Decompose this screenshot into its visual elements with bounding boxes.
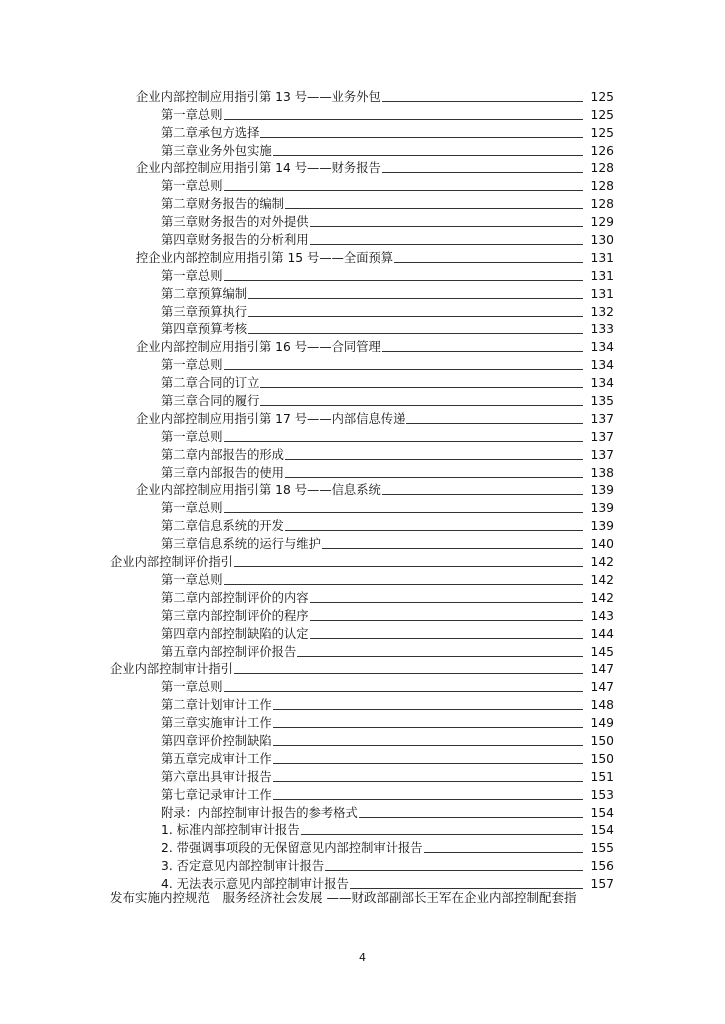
toc-entry-page: 131	[590, 250, 614, 265]
toc-entry-page: 155	[590, 841, 614, 856]
toc-leader-line	[285, 530, 583, 531]
toc-entry	[0, 748, 725, 766]
toc-entry	[0, 641, 725, 659]
toc-entry-title: 企业内部控制应用指引第 14 号——财务报告	[136, 161, 381, 176]
toc-leader-line	[310, 226, 583, 227]
toc-leader-line	[406, 423, 583, 424]
toc-entry-title: 企业内部控制审计指引	[110, 662, 233, 677]
toc-entry	[0, 855, 725, 873]
toc-entry	[0, 265, 725, 283]
toc-leader-line	[310, 602, 583, 603]
toc-entry	[0, 283, 725, 301]
toc-entry-title: 第二章信息系统的开发	[161, 519, 284, 534]
toc-entry-title: 第二章内部控制评价的内容	[161, 590, 309, 605]
toc-entry-title: 第二章内部报告的形成	[161, 447, 284, 462]
toc-entry-title: 第四章评价控制缺陷	[161, 733, 272, 748]
toc-leader-line	[224, 369, 584, 370]
toc-entry	[0, 659, 725, 677]
toc-entry	[0, 122, 725, 140]
toc-leader-line	[224, 190, 584, 191]
toc-entry-title: 第一章总则	[161, 501, 223, 516]
toc-entry	[0, 712, 725, 730]
toc-entry-page: 140	[590, 537, 614, 552]
toc-entry-title: 第二章计划审计工作	[161, 698, 272, 713]
toc-entry-title: 第三章业务外包实施	[161, 143, 272, 158]
toc-entry	[0, 158, 725, 176]
toc-leader-line	[234, 673, 583, 674]
toc-entry-title: 第五章内部控制评价报告	[161, 644, 297, 659]
toc-leader-line	[285, 459, 583, 460]
toc-leader-line	[273, 709, 583, 710]
toc-entry	[0, 319, 725, 337]
toc-entry-page: 156	[590, 859, 614, 874]
toc-entry-page: 138	[590, 465, 614, 480]
toc-entry-page: 135	[590, 394, 614, 409]
toc-entry	[0, 623, 725, 641]
toc-entry-page: 131	[590, 268, 614, 283]
toc-leader-line	[273, 781, 583, 782]
toc-leader-line	[260, 137, 583, 138]
toc-leader-line	[260, 405, 583, 406]
toc-entry-page: 145	[590, 644, 614, 659]
toc-entry-title: 1. 标准内部控制审计报告	[161, 823, 300, 838]
toc-entry	[0, 820, 725, 838]
toc-entry-title: 第三章合同的履行	[161, 394, 260, 409]
toc-leader-line	[273, 745, 583, 746]
toc-entry-title: 第二章承包方选择	[161, 125, 260, 140]
toc-entry-page: 153	[590, 787, 614, 802]
toc-entry	[0, 354, 725, 372]
toc-entry-page: 128	[590, 179, 614, 194]
toc-leader-line	[285, 477, 583, 478]
toc-leader-line	[248, 316, 583, 317]
toc-leader-line	[301, 834, 583, 835]
toc-entry	[0, 426, 725, 444]
page-number: 4	[359, 951, 366, 964]
toc-leader-line	[297, 656, 583, 657]
toc-entry	[0, 533, 725, 551]
toc-leader-line	[310, 638, 583, 639]
toc-entry-title: 第五章完成审计工作	[161, 751, 272, 766]
toc-entry-title: 2. 带强调事项段的无保留意见内部控制审计报告	[161, 841, 423, 856]
toc-entry	[0, 247, 725, 265]
toc-entry-page: 142	[590, 555, 614, 570]
toc-entry	[0, 175, 725, 193]
toc-leader-line	[394, 262, 583, 263]
toc-entry	[0, 551, 725, 569]
toc-entry-title: 企业内部控制应用指引第 13 号——业务外包	[136, 89, 381, 104]
toc-entry	[0, 802, 725, 820]
toc-leader-line	[224, 119, 584, 120]
toc-entry-page: 137	[590, 411, 614, 426]
toc-entry-title: 控企业内部控制应用指引第 15 号——全面预算	[136, 250, 394, 265]
toc-entry	[0, 605, 725, 623]
toc-entry-title: 第一章总则	[161, 358, 223, 373]
toc-entry	[0, 569, 725, 587]
toc-entry-title: 第二章财务报告的编制	[161, 197, 284, 212]
toc-entry-title: 第一章总则	[161, 179, 223, 194]
toc-entry-title: 第三章内部报告的使用	[161, 465, 284, 480]
toc-leader-line	[248, 298, 583, 299]
toc-entry-page: 142	[590, 572, 614, 587]
toc-leader-line	[273, 155, 583, 156]
toc-leader-line	[273, 799, 583, 800]
toc-entry-page: 151	[590, 769, 614, 784]
toc-entry	[0, 408, 725, 426]
toc-entry-page: 128	[590, 161, 614, 176]
toc-entry-page: 157	[590, 877, 614, 892]
toc-entry-title: 附录：内部控制审计报告的参考格式	[161, 805, 358, 820]
toc-entry-page: 125	[590, 107, 614, 122]
toc-leader-line	[424, 852, 583, 853]
toc-leader-line	[248, 333, 583, 334]
toc-entry-title: 第三章实施审计工作	[161, 716, 272, 731]
toc-entry-title: 第三章财务报告的对外提供	[161, 215, 309, 230]
toc-entry	[0, 784, 725, 802]
toc-entry-title: 第六章出具审计报告	[161, 769, 272, 784]
toc-entry-title: 第一章总则	[161, 268, 223, 283]
toc-leader-line	[285, 208, 583, 209]
toc-leader-line	[322, 548, 583, 549]
toc-entry	[0, 694, 725, 712]
toc-leader-line	[224, 512, 584, 513]
toc-entry-title: 第三章信息系统的运行与维护	[161, 537, 321, 552]
toc-entry-title: 4. 无法表示意见内部控制审计报告	[161, 877, 349, 892]
toc-entry-page: 139	[590, 501, 614, 516]
toc-entry-page: 137	[590, 429, 614, 444]
toc-leader-line	[260, 387, 583, 388]
toc-entry	[0, 730, 725, 748]
toc-entry-page: 134	[590, 376, 614, 391]
trailing-toc-entry: 发布实施内控规范 服务经济社会发展 ——财政部副部长王军在企业内部控制配套指	[110, 890, 577, 905]
toc-entry	[0, 390, 725, 408]
toc-entry	[0, 193, 725, 211]
toc-entry-page: 137	[590, 447, 614, 462]
toc-entry-page: 125	[590, 125, 614, 140]
toc-entry-page: 142	[590, 590, 614, 605]
toc-entry	[0, 837, 725, 855]
toc-entry-page: 130	[590, 233, 614, 248]
toc-entry-title: 第一章总则	[161, 680, 223, 695]
toc-entry-title: 企业内部控制应用指引第 18 号——信息系统	[136, 483, 381, 498]
toc-leader-line	[224, 691, 584, 692]
toc-entry-title: 第一章总则	[161, 107, 223, 122]
toc-leader-line	[359, 817, 583, 818]
toc-leader-line	[234, 566, 583, 567]
toc-leader-line	[382, 351, 583, 352]
toc-entry-title: 企业内部控制应用指引第 17 号——内部信息传递	[136, 411, 406, 426]
toc-entry	[0, 444, 725, 462]
toc-leader-line	[325, 870, 583, 871]
toc-entry	[0, 587, 725, 605]
toc-leader-line	[310, 620, 583, 621]
toc-entry-title: 第三章内部控制评价的程序	[161, 608, 309, 623]
toc-entry	[0, 372, 725, 390]
toc-entry-title: 第一章总则	[161, 572, 223, 587]
toc-entry	[0, 480, 725, 498]
toc-entry-page: 148	[590, 698, 614, 713]
toc-entry-page: 144	[590, 626, 614, 641]
toc-entry-title: 第二章合同的订立	[161, 376, 260, 391]
toc-entry-page: 147	[590, 680, 614, 695]
toc-entry-title: 第四章财务报告的分析利用	[161, 233, 309, 248]
toc-entry	[0, 301, 725, 319]
toc-leader-line	[310, 244, 583, 245]
toc-entry	[0, 86, 725, 104]
toc-entry-page: 154	[590, 823, 614, 838]
toc-entry	[0, 515, 725, 533]
toc-entry-title: 第七章记录审计工作	[161, 787, 272, 802]
toc-entry	[0, 104, 725, 122]
toc-entry-title: 第一章总则	[161, 429, 223, 444]
toc-entry	[0, 211, 725, 229]
table-of-contents	[0, 86, 725, 891]
toc-entry-page: 134	[590, 358, 614, 373]
toc-entry	[0, 497, 725, 515]
toc-entry-page: 134	[590, 340, 614, 355]
toc-entry-page: 150	[590, 751, 614, 766]
toc-entry-title: 第四章内部控制缺陷的认定	[161, 626, 309, 641]
toc-entry-page: 132	[590, 304, 614, 319]
toc-entry-page: 147	[590, 662, 614, 677]
toc-entry-title: 3. 否定意见内部控制审计报告	[161, 859, 325, 874]
toc-entry-title: 第三章预算执行	[161, 304, 248, 319]
toc-leader-line	[382, 101, 583, 102]
toc-entry-page: 139	[590, 519, 614, 534]
toc-entry	[0, 676, 725, 694]
toc-entry	[0, 229, 725, 247]
toc-leader-line	[224, 280, 584, 281]
toc-entry-page: 143	[590, 608, 614, 623]
toc-entry-title: 企业内部控制应用指引第 16 号——合同管理	[136, 340, 381, 355]
toc-leader-line	[273, 727, 583, 728]
toc-entry-page: 154	[590, 805, 614, 820]
toc-leader-line	[273, 763, 583, 764]
toc-entry-title: 企业内部控制评价指引	[110, 555, 233, 570]
toc-entry	[0, 140, 725, 158]
toc-leader-line	[224, 441, 584, 442]
toc-leader-line	[382, 172, 583, 173]
toc-entry-page: 133	[590, 322, 614, 337]
toc-entry-page: 129	[590, 215, 614, 230]
toc-entry-page: 125	[590, 89, 614, 104]
toc-entry	[0, 462, 725, 480]
toc-entry-page: 128	[590, 197, 614, 212]
toc-leader-line	[224, 584, 584, 585]
toc-leader-line	[382, 494, 583, 495]
toc-entry-title: 第二章预算编制	[161, 286, 248, 301]
toc-entry	[0, 766, 725, 784]
toc-entry-page: 149	[590, 716, 614, 731]
toc-entry-page: 131	[590, 286, 614, 301]
toc-entry-page: 150	[590, 733, 614, 748]
toc-entry	[0, 336, 725, 354]
toc-entry-page: 126	[590, 143, 614, 158]
toc-entry-title: 第四章预算考核	[161, 322, 248, 337]
toc-entry-page: 139	[590, 483, 614, 498]
